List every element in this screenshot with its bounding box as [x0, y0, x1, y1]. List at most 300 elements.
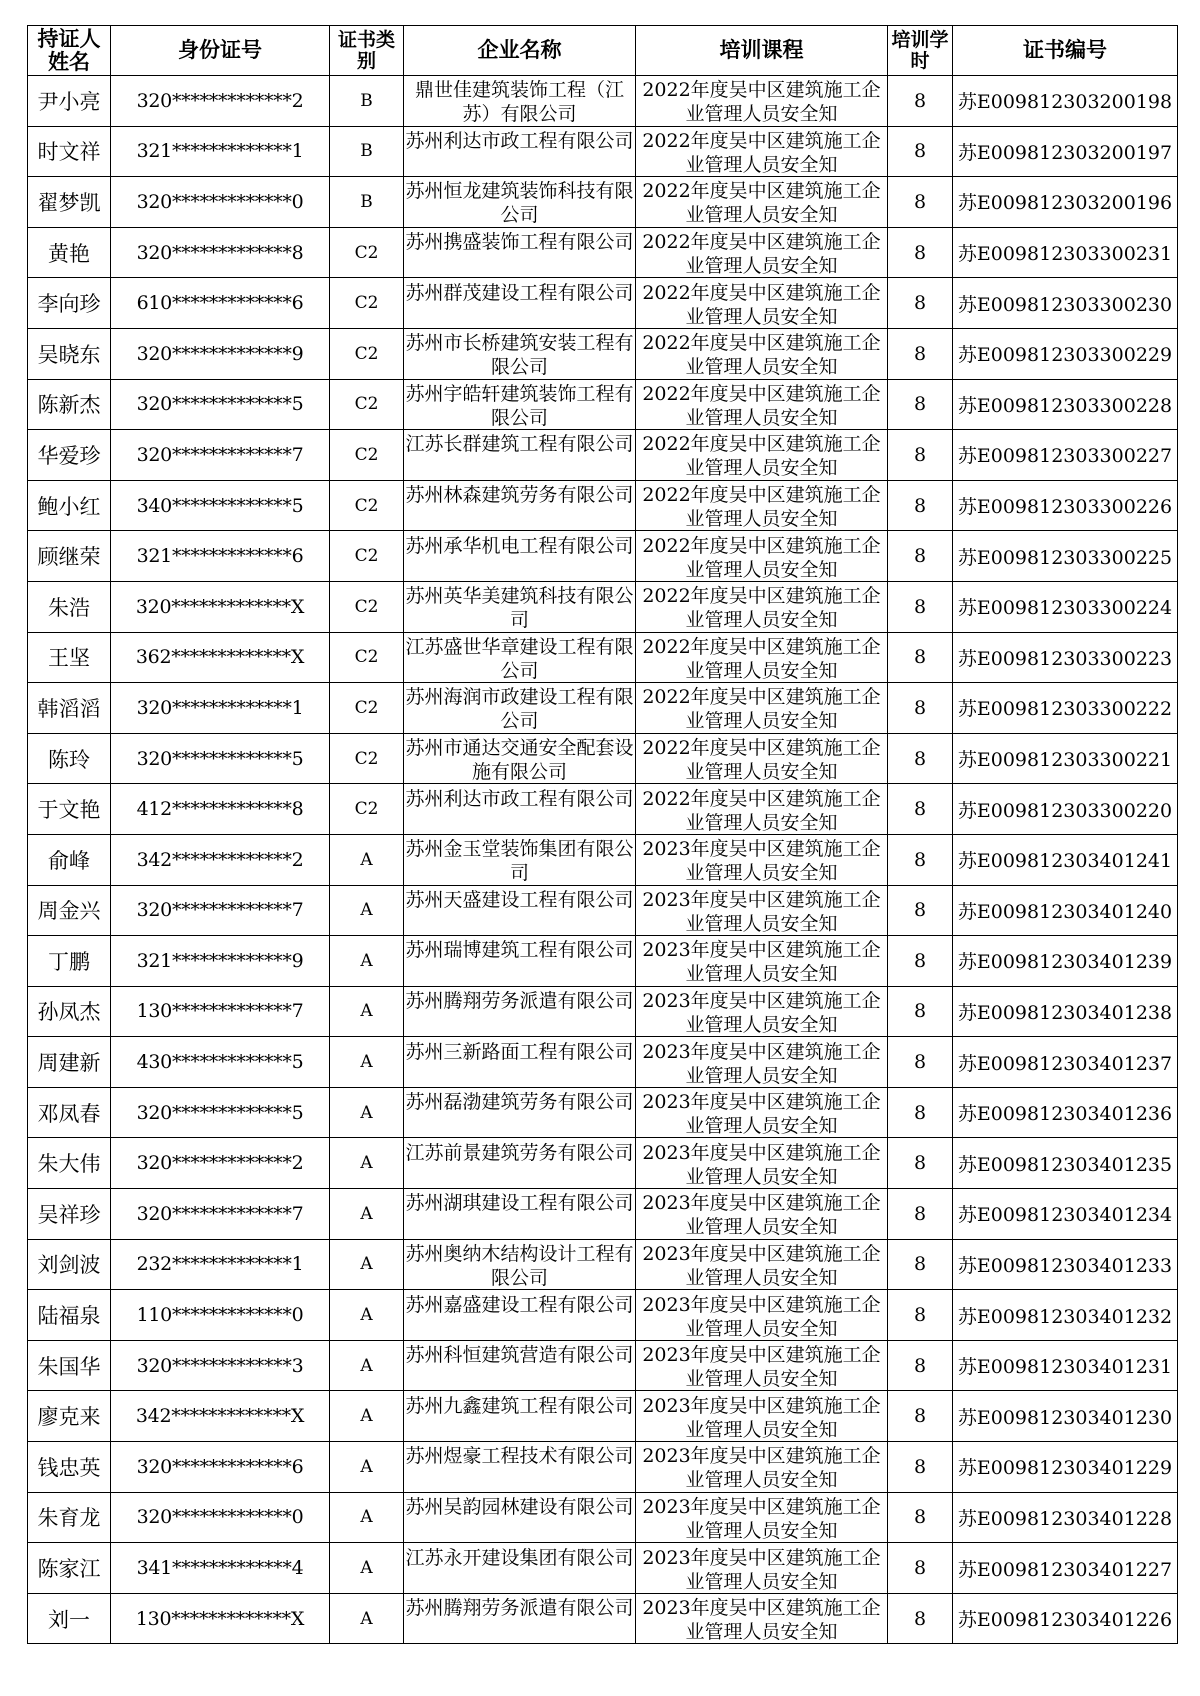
certificate-category-cell: C2	[330, 581, 404, 632]
training-course-cell	[636, 1593, 888, 1644]
training-hours-cell: 8	[888, 834, 953, 885]
holder-name-cell: 陈家江	[28, 1543, 111, 1594]
certificate-number-cell: 苏E009812303401232	[953, 1290, 1178, 1341]
company-name-text: 苏州群茂建设工程有限公司	[405, 281, 634, 304]
certificate-category-cell: B	[330, 126, 404, 177]
certificate-category-cell: C2	[330, 430, 404, 481]
training-hours-cell: 8	[888, 227, 953, 278]
certificate-number-cell: 苏E009812303300231	[953, 227, 1178, 278]
company-name-text: 苏州恒龙建筑装饰科技有限公司	[405, 180, 634, 227]
table-row	[28, 278, 1178, 329]
training-course-text: 2022年度吴中区建筑施工企业管理人员安全知	[642, 635, 881, 682]
training-course-text: 2022年度吴中区建筑施工企业管理人员安全知	[642, 737, 881, 784]
holder-name-cell: 朱国华	[28, 1340, 111, 1391]
holder-name-cell: 韩滔滔	[28, 683, 111, 734]
training-course-text: 2022年度吴中区建筑施工企业管理人员安全知	[642, 180, 881, 227]
training-course-cell	[636, 834, 888, 885]
training-course-text: 2023年度吴中区建筑施工企业管理人员安全知	[642, 888, 881, 935]
company-name-cell	[404, 1391, 636, 1442]
training-hours-cell: 8	[888, 986, 953, 1037]
company-name-cell	[404, 733, 636, 784]
company-name-text: 苏州市通达交通安全配套设施有限公司	[405, 737, 634, 784]
training-course-cell	[636, 1189, 888, 1240]
header-training-course: 培训课程	[636, 26, 888, 76]
holder-name-cell: 朱大伟	[28, 1138, 111, 1189]
certificate-category-cell: A	[330, 885, 404, 936]
certificate-number-cell: 苏E009812303401233	[953, 1239, 1178, 1290]
certificate-category-cell: B	[330, 177, 404, 228]
company-name-text: 苏州林森建筑劳务有限公司	[405, 484, 634, 507]
company-name-cell	[404, 1239, 636, 1290]
holder-name-cell: 李向珍	[28, 278, 111, 329]
training-course-text: 2022年度吴中区建筑施工企业管理人员安全知	[642, 534, 881, 581]
holder-name-cell: 廖克来	[28, 1391, 111, 1442]
company-name-cell	[404, 1138, 636, 1189]
training-course-text: 2022年度吴中区建筑施工企业管理人员安全知	[642, 79, 881, 126]
certificate-number-cell: 苏E009812303401239	[953, 936, 1178, 987]
training-course-text: 2023年度吴中区建筑施工企业管理人员安全知	[642, 1293, 881, 1340]
training-course-text: 2022年度吴中区建筑施工企业管理人员安全知	[642, 484, 881, 531]
training-course-cell	[636, 1290, 888, 1341]
company-name-text: 苏州嘉盛建设工程有限公司	[405, 1293, 634, 1316]
training-course-cell	[636, 1492, 888, 1543]
header-row	[28, 26, 1178, 76]
training-course-cell	[636, 126, 888, 177]
training-course-cell	[636, 632, 888, 683]
company-name-cell	[404, 1593, 636, 1644]
company-name-text: 鼎世佳建筑装饰工程（江苏）有限公司	[414, 79, 624, 126]
table-row	[28, 1340, 1178, 1391]
training-course-cell	[636, 328, 888, 379]
id-number-cell: 232*************1	[111, 1239, 330, 1290]
certificate-category-cell: C2	[330, 227, 404, 278]
company-name-cell	[404, 936, 636, 987]
training-hours-cell: 8	[888, 1593, 953, 1644]
certificate-number-cell: 苏E009812303401236	[953, 1087, 1178, 1138]
certificate-number-cell: 苏E009812303200197	[953, 126, 1178, 177]
training-hours-cell: 8	[888, 1442, 953, 1493]
certificate-number-cell: 苏E009812303401241	[953, 834, 1178, 885]
table-row	[28, 126, 1178, 177]
training-course-cell	[636, 278, 888, 329]
company-name-cell	[404, 834, 636, 885]
id-number-cell: 321*************9	[111, 936, 330, 987]
training-hours-cell: 8	[888, 936, 953, 987]
certificate-number-cell: 苏E009812303300226	[953, 480, 1178, 531]
company-name-text: 苏州宇皓轩建筑装饰工程有限公司	[405, 382, 634, 429]
certificate-number-cell: 苏E009812303401227	[953, 1543, 1178, 1594]
company-name-cell	[404, 126, 636, 177]
training-hours-cell: 8	[888, 379, 953, 430]
certificate-number-cell: 苏E009812303401231	[953, 1340, 1178, 1391]
training-course-text: 2022年度吴中区建筑施工企业管理人员安全知	[642, 382, 881, 429]
table-row	[28, 733, 1178, 784]
table-row	[28, 834, 1178, 885]
id-number-cell: 320*************8	[111, 227, 330, 278]
company-name-text: 苏州海润市政建设工程有限公司	[405, 686, 634, 733]
training-course-cell	[636, 480, 888, 531]
company-name-cell	[404, 632, 636, 683]
company-name-text: 江苏长群建筑工程有限公司	[405, 433, 634, 456]
training-hours-cell: 8	[888, 126, 953, 177]
table-row	[28, 1138, 1178, 1189]
company-name-cell	[404, 1290, 636, 1341]
id-number-cell: 320*************6	[111, 1442, 330, 1493]
training-course-text: 2023年度吴中区建筑施工企业管理人员安全知	[642, 1597, 881, 1644]
certificate-number-cell: 苏E009812303200196	[953, 177, 1178, 228]
id-number-cell: 130*************7	[111, 986, 330, 1037]
training-course-cell	[636, 683, 888, 734]
training-course-cell	[636, 76, 888, 127]
certificate-number-cell: 苏E009812303300221	[953, 733, 1178, 784]
company-name-cell	[404, 480, 636, 531]
id-number-cell: 130*************X	[111, 1593, 330, 1644]
training-hours-cell: 8	[888, 1037, 953, 1088]
id-number-cell: 341*************4	[111, 1543, 330, 1594]
company-name-cell	[404, 430, 636, 481]
holder-name-cell: 陈玲	[28, 733, 111, 784]
table-row	[28, 430, 1178, 481]
id-number-cell: 320*************X	[111, 581, 330, 632]
training-course-cell	[636, 430, 888, 481]
holder-name-cell: 顾继荣	[28, 531, 111, 582]
table-row	[28, 328, 1178, 379]
training-hours-cell: 8	[888, 1138, 953, 1189]
table-row	[28, 1189, 1178, 1240]
training-hours-cell: 8	[888, 480, 953, 531]
company-name-cell	[404, 986, 636, 1037]
training-hours-cell: 8	[888, 531, 953, 582]
training-course-cell	[636, 1340, 888, 1391]
certificate-category-cell: C2	[330, 733, 404, 784]
holder-name-cell: 时文祥	[28, 126, 111, 177]
certificate-category-cell: C2	[330, 531, 404, 582]
id-number-cell: 320*************3	[111, 1340, 330, 1391]
company-name-text: 苏州湖琪建设工程有限公司	[405, 1192, 634, 1215]
certificate-number-cell: 苏E009812303401234	[953, 1189, 1178, 1240]
id-number-cell: 320*************5	[111, 379, 330, 430]
table-row	[28, 1290, 1178, 1341]
id-number-cell: 412*************8	[111, 784, 330, 835]
certificate-number-cell: 苏E009812303300229	[953, 328, 1178, 379]
id-number-cell: 321*************6	[111, 531, 330, 582]
certificate-number-cell: 苏E009812303300227	[953, 430, 1178, 481]
id-number-cell: 430*************5	[111, 1037, 330, 1088]
company-name-cell	[404, 177, 636, 228]
training-hours-cell: 8	[888, 784, 953, 835]
company-name-cell	[404, 379, 636, 430]
training-course-cell	[636, 1087, 888, 1138]
company-name-cell	[404, 278, 636, 329]
company-name-text: 江苏盛世华章建设工程有限公司	[405, 635, 634, 682]
company-name-cell	[404, 328, 636, 379]
certificate-number-cell: 苏E009812303401240	[953, 885, 1178, 936]
certificate-category-cell: C2	[330, 480, 404, 531]
company-name-cell	[404, 581, 636, 632]
table-row	[28, 1391, 1178, 1442]
id-number-cell: 320*************7	[111, 1189, 330, 1240]
id-number-cell: 320*************5	[111, 733, 330, 784]
company-name-cell	[404, 1543, 636, 1594]
training-hours-cell: 8	[888, 733, 953, 784]
certificate-number-cell: 苏E009812303300225	[953, 531, 1178, 582]
table-row	[28, 1087, 1178, 1138]
company-name-text: 苏州市长桥建筑安装工程有限公司	[405, 332, 634, 379]
training-course-cell	[636, 1239, 888, 1290]
company-name-cell	[404, 1189, 636, 1240]
holder-name-cell: 鲍小红	[28, 480, 111, 531]
training-hours-cell: 8	[888, 1543, 953, 1594]
certificate-table	[27, 25, 1178, 1644]
company-name-cell	[404, 1492, 636, 1543]
training-course-text: 2023年度吴中区建筑施工企业管理人员安全知	[642, 1040, 881, 1087]
certificate-number-cell: 苏E009812303401228	[953, 1492, 1178, 1543]
certificate-number-cell: 苏E009812303401235	[953, 1138, 1178, 1189]
certificate-category-cell: A	[330, 1037, 404, 1088]
training-hours-cell: 8	[888, 430, 953, 481]
holder-name-cell: 钱忠英	[28, 1442, 111, 1493]
table-row	[28, 936, 1178, 987]
training-course-text: 2022年度吴中区建筑施工企业管理人员安全知	[642, 332, 881, 379]
holder-name-cell: 陆福泉	[28, 1290, 111, 1341]
certificate-number-cell: 苏E009812303401229	[953, 1442, 1178, 1493]
holder-name-cell: 刘一	[28, 1593, 111, 1644]
company-name-text: 苏州金玉堂装饰集团有限公司	[405, 838, 634, 885]
company-name-cell	[404, 76, 636, 127]
training-hours-cell: 8	[888, 1189, 953, 1240]
holder-name-cell: 俞峰	[28, 834, 111, 885]
holder-name-cell: 华爱珍	[28, 430, 111, 481]
training-course-text: 2023年度吴中区建筑施工企业管理人员安全知	[642, 838, 881, 885]
holder-name-cell: 邓凤春	[28, 1087, 111, 1138]
certificate-category-cell: A	[330, 1087, 404, 1138]
training-course-cell	[636, 581, 888, 632]
id-number-cell: 320*************5	[111, 1087, 330, 1138]
training-course-cell	[636, 733, 888, 784]
company-name-text: 苏州九鑫建筑工程有限公司	[405, 1394, 634, 1417]
certificate-category-cell: C2	[330, 683, 404, 734]
company-name-cell	[404, 885, 636, 936]
table-row	[28, 683, 1178, 734]
training-hours-cell: 8	[888, 1087, 953, 1138]
company-name-text: 苏州携盛装饰工程有限公司	[405, 231, 634, 254]
certificate-category-cell: A	[330, 1442, 404, 1493]
training-course-cell	[636, 936, 888, 987]
training-course-text: 2022年度吴中区建筑施工企业管理人员安全知	[642, 231, 881, 278]
training-course-text: 2023年度吴中区建筑施工企业管理人员安全知	[642, 1394, 881, 1441]
id-number-cell: 110*************0	[111, 1290, 330, 1341]
training-course-text: 2022年度吴中区建筑施工企业管理人员安全知	[642, 585, 881, 632]
training-hours-cell: 8	[888, 632, 953, 683]
table-row	[28, 480, 1178, 531]
certificate-number-cell: 苏E009812303300223	[953, 632, 1178, 683]
holder-name-cell: 刘剑波	[28, 1239, 111, 1290]
certificate-category-cell: C2	[330, 379, 404, 430]
company-name-text: 苏州天盛建设工程有限公司	[405, 888, 634, 911]
training-course-cell	[636, 531, 888, 582]
certificate-category-cell: A	[330, 1543, 404, 1594]
certificate-category-cell: A	[330, 1239, 404, 1290]
training-course-cell	[636, 784, 888, 835]
holder-name-cell: 孙凤杰	[28, 986, 111, 1037]
company-name-text: 苏州煜豪工程技术有限公司	[405, 1445, 634, 1468]
training-hours-cell: 8	[888, 1290, 953, 1341]
certificate-category-cell: C2	[330, 632, 404, 683]
table-row	[28, 1442, 1178, 1493]
certificate-number-cell: 苏E009812303300228	[953, 379, 1178, 430]
company-name-cell	[404, 227, 636, 278]
certificate-category-cell: A	[330, 1391, 404, 1442]
training-course-text: 2023年度吴中区建筑施工企业管理人员安全知	[642, 1091, 881, 1138]
header-certificate-category: 证书类别	[330, 26, 404, 76]
training-hours-cell: 8	[888, 278, 953, 329]
company-name-text: 苏州吴韵园林建设有限公司	[405, 1495, 634, 1518]
training-hours-cell: 8	[888, 1340, 953, 1391]
holder-name-cell: 朱育龙	[28, 1492, 111, 1543]
id-number-cell: 342*************X	[111, 1391, 330, 1442]
header-id-number: 身份证号	[111, 26, 330, 76]
holder-name-cell: 王坚	[28, 632, 111, 683]
id-number-cell: 320*************9	[111, 328, 330, 379]
certificate-number-cell: 苏E009812303401226	[953, 1593, 1178, 1644]
company-name-text: 苏州腾翔劳务派遣有限公司	[405, 989, 634, 1012]
certificate-category-cell: A	[330, 1492, 404, 1543]
id-number-cell: 320*************0	[111, 1492, 330, 1543]
training-course-text: 2023年度吴中区建筑施工企业管理人员安全知	[642, 1192, 881, 1239]
training-course-cell	[636, 1442, 888, 1493]
company-name-text: 江苏永开建设集团有限公司	[405, 1546, 634, 1569]
training-hours-cell: 8	[888, 885, 953, 936]
training-course-cell	[636, 177, 888, 228]
table-row	[28, 986, 1178, 1037]
id-number-cell: 340*************5	[111, 480, 330, 531]
certificate-number-cell: 苏E009812303300224	[953, 581, 1178, 632]
header-certificate-number: 证书编号	[953, 26, 1178, 76]
certificate-category-cell: A	[330, 1340, 404, 1391]
certificate-category-cell: C2	[330, 278, 404, 329]
id-number-cell: 610*************6	[111, 278, 330, 329]
training-course-cell	[636, 227, 888, 278]
holder-name-cell: 吴晓东	[28, 328, 111, 379]
id-number-cell: 342*************2	[111, 834, 330, 885]
holder-name-cell: 吴祥珍	[28, 1189, 111, 1240]
holder-name-cell: 于文艳	[28, 784, 111, 835]
certificate-number-cell: 苏E009812303401237	[953, 1037, 1178, 1088]
holder-name-cell: 朱浩	[28, 581, 111, 632]
table-row	[28, 76, 1178, 127]
training-course-text: 2023年度吴中区建筑施工企业管理人员安全知	[642, 1445, 881, 1492]
training-course-text: 2023年度吴中区建筑施工企业管理人员安全知	[642, 1141, 881, 1188]
id-number-cell: 320*************2	[111, 1138, 330, 1189]
certificate-number-cell: 苏E009812303200198	[953, 76, 1178, 127]
certificate-number-cell: 苏E009812303300220	[953, 784, 1178, 835]
training-course-text: 2023年度吴中区建筑施工企业管理人员安全知	[642, 1495, 881, 1542]
certificate-category-cell: A	[330, 1593, 404, 1644]
company-name-text: 江苏前景建筑劳务有限公司	[405, 1141, 634, 1164]
training-hours-cell: 8	[888, 1239, 953, 1290]
training-course-text: 2023年度吴中区建筑施工企业管理人员安全知	[642, 1242, 881, 1289]
training-course-text: 2022年度吴中区建筑施工企业管理人员安全知	[642, 433, 881, 480]
certificate-category-cell: C2	[330, 784, 404, 835]
company-name-text: 苏州英华美建筑科技有限公司	[405, 585, 634, 632]
header-company-name: 企业名称	[404, 26, 636, 76]
training-course-cell	[636, 1138, 888, 1189]
training-course-text: 2023年度吴中区建筑施工企业管理人员安全知	[642, 939, 881, 986]
training-hours-cell: 8	[888, 177, 953, 228]
training-hours-cell: 8	[888, 1492, 953, 1543]
training-course-cell	[636, 1391, 888, 1442]
training-hours-cell: 8	[888, 683, 953, 734]
holder-name-cell: 翟梦凯	[28, 177, 111, 228]
training-course-text: 2022年度吴中区建筑施工企业管理人员安全知	[642, 686, 881, 733]
certificate-number-cell: 苏E009812303401238	[953, 986, 1178, 1037]
training-course-cell	[636, 986, 888, 1037]
holder-name-cell: 黄艳	[28, 227, 111, 278]
company-name-cell	[404, 683, 636, 734]
training-course-text: 2023年度吴中区建筑施工企业管理人员安全知	[642, 1546, 881, 1593]
company-name-cell	[404, 531, 636, 582]
holder-name-cell: 周金兴	[28, 885, 111, 936]
training-hours-cell: 8	[888, 1391, 953, 1442]
table-row	[28, 1543, 1178, 1594]
certificate-number-cell: 苏E009812303401230	[953, 1391, 1178, 1442]
company-name-text: 苏州腾翔劳务派遣有限公司	[405, 1597, 634, 1620]
holder-name-cell: 尹小亮	[28, 76, 111, 127]
header-holder-name: 持证人姓名	[28, 26, 111, 76]
company-name-text: 苏州利达市政工程有限公司	[405, 129, 634, 152]
training-course-cell	[636, 1037, 888, 1088]
training-hours-cell: 8	[888, 328, 953, 379]
table-row	[28, 581, 1178, 632]
table-row	[28, 177, 1178, 228]
training-course-text: 2022年度吴中区建筑施工企业管理人员安全知	[642, 787, 881, 834]
table-row	[28, 379, 1178, 430]
table-row	[28, 531, 1178, 582]
training-course-cell	[636, 885, 888, 936]
training-hours-cell: 8	[888, 76, 953, 127]
id-number-cell: 320*************2	[111, 76, 330, 127]
table-row	[28, 227, 1178, 278]
id-number-cell: 321*************1	[111, 126, 330, 177]
company-name-cell	[404, 1340, 636, 1391]
company-name-text: 苏州奥纳木结构设计工程有限公司	[405, 1242, 634, 1289]
certificate-category-cell: A	[330, 1189, 404, 1240]
certificate-category-cell: A	[330, 936, 404, 987]
training-course-text: 2022年度吴中区建筑施工企业管理人员安全知	[642, 281, 881, 328]
holder-name-cell: 陈新杰	[28, 379, 111, 430]
company-name-text: 苏州承华机电工程有限公司	[405, 534, 634, 557]
certificate-category-cell: A	[330, 834, 404, 885]
certificate-number-cell: 苏E009812303300230	[953, 278, 1178, 329]
table-row	[28, 1492, 1178, 1543]
company-name-text: 苏州瑞博建筑工程有限公司	[405, 939, 634, 962]
certificate-category-cell: A	[330, 1290, 404, 1341]
certificate-category-cell: A	[330, 1138, 404, 1189]
certificate-category-cell: A	[330, 986, 404, 1037]
table-row	[28, 1593, 1178, 1644]
training-course-text: 2022年度吴中区建筑施工企业管理人员安全知	[642, 129, 881, 176]
training-course-cell	[636, 1543, 888, 1594]
training-course-text: 2023年度吴中区建筑施工企业管理人员安全知	[642, 989, 881, 1036]
table-row	[28, 1239, 1178, 1290]
training-hours-cell: 8	[888, 581, 953, 632]
certificate-number-cell: 苏E009812303300222	[953, 683, 1178, 734]
company-name-text: 苏州三新路面工程有限公司	[405, 1040, 634, 1063]
company-name-text: 苏州利达市政工程有限公司	[405, 787, 634, 810]
company-name-text: 苏州磊渤建筑劳务有限公司	[405, 1091, 634, 1114]
table-row	[28, 1037, 1178, 1088]
table-header	[28, 26, 1178, 76]
